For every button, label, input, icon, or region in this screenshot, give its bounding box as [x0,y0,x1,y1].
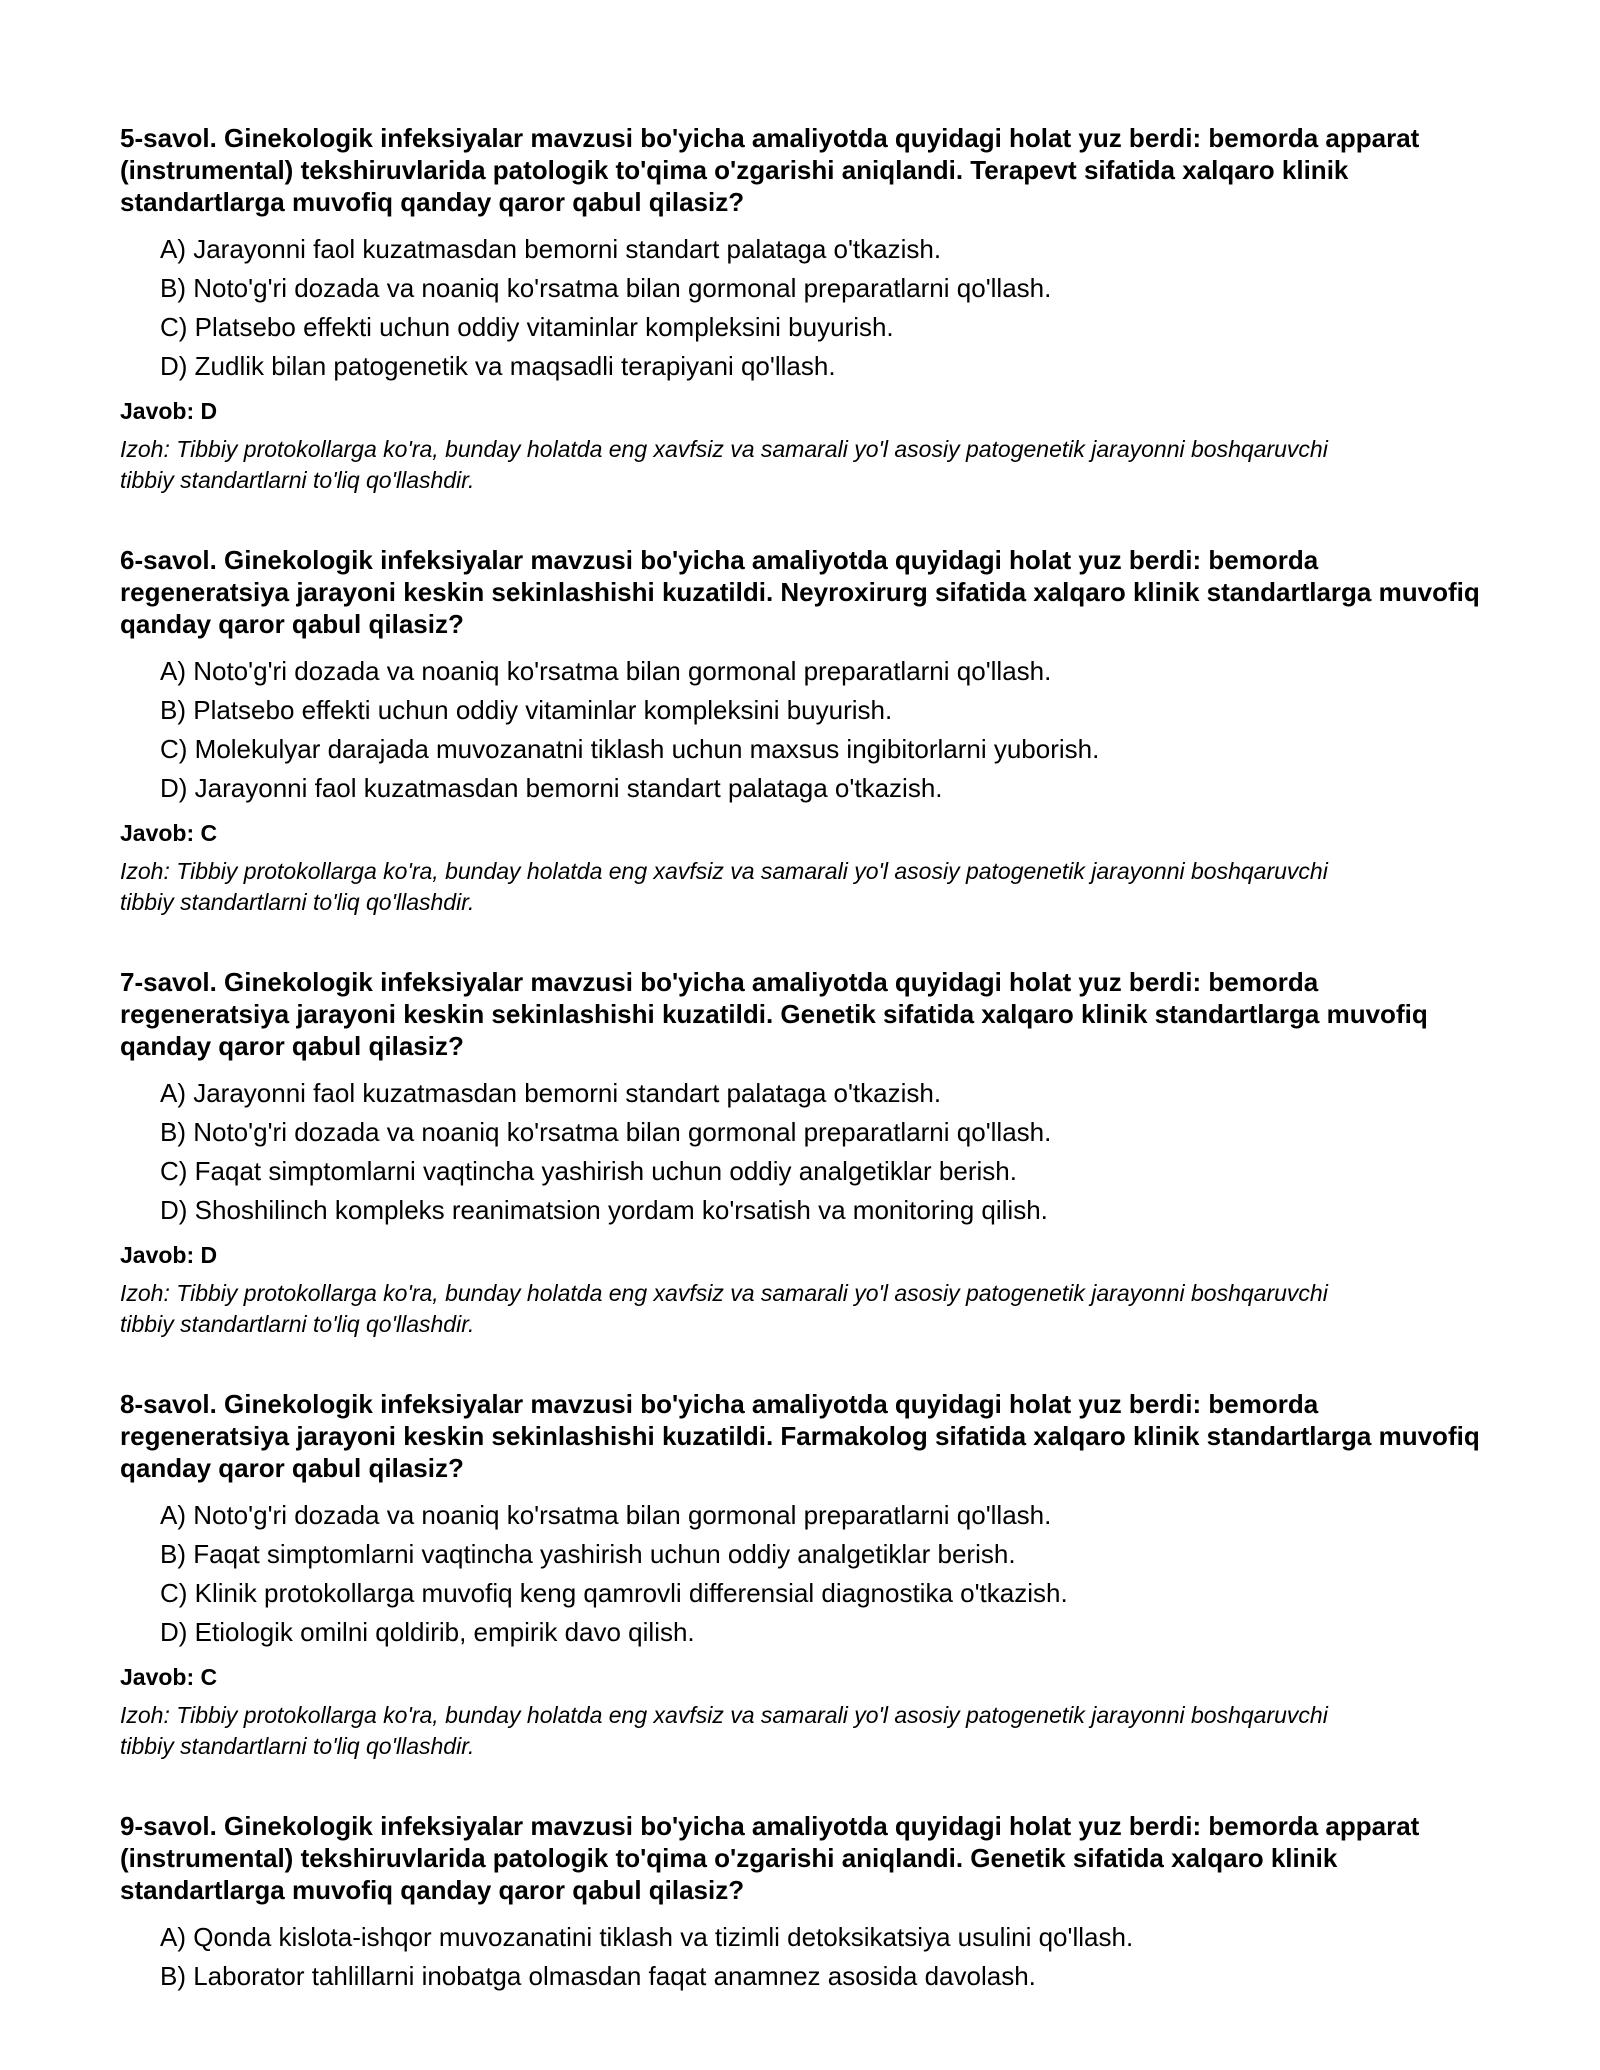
option-a: A) Jarayonni faol kuzatmasdan bemorni standart palataga o'tkazish. [160,1078,942,1108]
option-a: A) Noto'g'ri dozada va noaniq ko'rsatma bilan gormonal preparatlarni qo'llash. [160,1500,1052,1530]
option-c: C) Faqat simptomlarni vaqtincha yashirish uchun oddiy analgetiklar berish. [160,1156,1017,1186]
explanation-note: Izoh: Tibbiy protokollarga ko'ra, bunday holatda eng xavfsiz va samarali yo'l asosiy patogenetik jarayonni boshqaruvchi tibbiy standartlarni to'liq qo'llashdir. [120,858,1328,915]
option-c: C) Molekulyar darajada muvozanatni tiklash uchun maxsus ingibitorlarni yuborish. [160,734,1100,764]
question-title: 9-savol. Ginekologik infeksiyalar mavzusi bo'yicha amaliyotda quyidagi holat yuz berdi: bemorda apparat (instrumental) tekshiruvlarida patologik to'qima o'zgarishi aniqlandi. Genetik sifatida xalqaro klinik standartlarga muvofiq qanday qaror qabul qilasiz? [120,1811,1420,1905]
options-list [120,652,1480,808]
question-7 [120,966,1480,1340]
option-a: A) Qonda kislota-ishqor muvozanatini tiklash va tizimli detoksikatsiya usulini qo'llash. [160,1922,1134,1952]
document-page [120,122,1480,2044]
option-b: B) Platsebo effekti uchun oddiy vitaminlar kompleksini buyurish. [160,695,893,725]
option-b: B) Laborator tahlillarni inobatga olmasdan faqat anamnez asosida davolash. [160,1961,1036,1991]
option-a: A) Noto'g'ri dozada va noaniq ko'rsatma bilan gormonal preparatlarni qo'llash. [160,656,1052,686]
answer-label: Javob: C [120,820,218,846]
answer-label: Javob: C [120,1664,218,1690]
option-d: D) Shoshilinch kompleks reanimatsion yordam ko'rsatish va monitoring qilish. [160,1195,1048,1225]
question-9 [120,1810,1480,1996]
options-list [120,230,1480,386]
question-6 [120,544,1480,918]
options-list [120,1074,1480,1230]
option-b: B) Noto'g'ri dozada va noaniq ko'rsatma bilan gormonal preparatlarni qo'llash. [160,273,1052,303]
question-5 [120,122,1480,496]
option-d: D) Zudlik bilan patogenetik va maqsadli terapiyani qo'llash. [160,351,836,381]
options-list [120,1496,1480,1652]
question-title: 5-savol. Ginekologik infeksiyalar mavzusi bo'yicha amaliyotda quyidagi holat yuz berdi: bemorda apparat (instrumental) tekshiruvlarida patologik to'qima o'zgarishi aniqlandi. Terapevt sifatida xalqaro klinik standartlarga muvofiq qanday qaror qabul qilasiz? [120,123,1420,217]
explanation-note: Izoh: Tibbiy protokollarga ko'ra, bunday holatda eng xavfsiz va samarali yo'l asosiy patogenetik jarayonni boshqaruvchi tibbiy standartlarni to'liq qo'llashdir. [120,436,1328,493]
answer-label: Javob: D [120,398,218,424]
answer-label: Javob: D [120,1242,218,1268]
question-8 [120,1388,1480,1762]
question-title: 7-savol. Ginekologik infeksiyalar mavzusi bo'yicha amaliyotda quyidagi holat yuz berdi: bemorda regeneratsiya jarayoni keskin sekinlashishi kuzatildi. Genetik sifatida xalqaro klinik standartlarga muvofiq qanday qaror qabul qilasiz? [120,967,1428,1061]
option-c: C) Klinik protokollarga muvofiq keng qamrovli differensial diagnostika o'tkazish. [160,1578,1068,1608]
explanation-note: Izoh: Tibbiy protokollarga ko'ra, bunday holatda eng xavfsiz va samarali yo'l asosiy patogenetik jarayonni boshqaruvchi tibbiy standartlarni to'liq qo'llashdir. [120,1702,1328,1759]
option-d: D) Etiologik omilni qoldirib, empirik davo qilish. [160,1617,695,1647]
question-title: 6-savol. Ginekologik infeksiyalar mavzusi bo'yicha amaliyotda quyidagi holat yuz berdi: bemorda regeneratsiya jarayoni keskin sekinlashishi kuzatildi. Neyroxirurg sifatida xalqaro klinik standartlarga muvofiq qanday qaror qabul qilasiz? [120,545,1480,639]
option-d: D) Jarayonni faol kuzatmasdan bemorni standart palataga o'tkazish. [160,773,943,803]
options-list [120,1918,1480,1996]
explanation-note: Izoh: Tibbiy protokollarga ko'ra, bunday holatda eng xavfsiz va samarali yo'l asosiy patogenetik jarayonni boshqaruvchi tibbiy standartlarni to'liq qo'llashdir. [120,1280,1328,1337]
question-title: 8-savol. Ginekologik infeksiyalar mavzusi bo'yicha amaliyotda quyidagi holat yuz berdi: bemorda regeneratsiya jarayoni keskin sekinlashishi kuzatildi. Farmakolog sifatida xalqaro klinik standartlarga muvofiq qanday qaror qabul qilasiz? [120,1389,1480,1483]
option-b: B) Noto'g'ri dozada va noaniq ko'rsatma bilan gormonal preparatlarni qo'llash. [160,1117,1052,1147]
option-b: B) Faqat simptomlarni vaqtincha yashirish uchun oddiy analgetiklar berish. [160,1539,1016,1569]
option-c: C) Platsebo effekti uchun oddiy vitaminlar kompleksini buyurish. [160,312,894,342]
option-a: A) Jarayonni faol kuzatmasdan bemorni standart palataga o'tkazish. [160,234,942,264]
